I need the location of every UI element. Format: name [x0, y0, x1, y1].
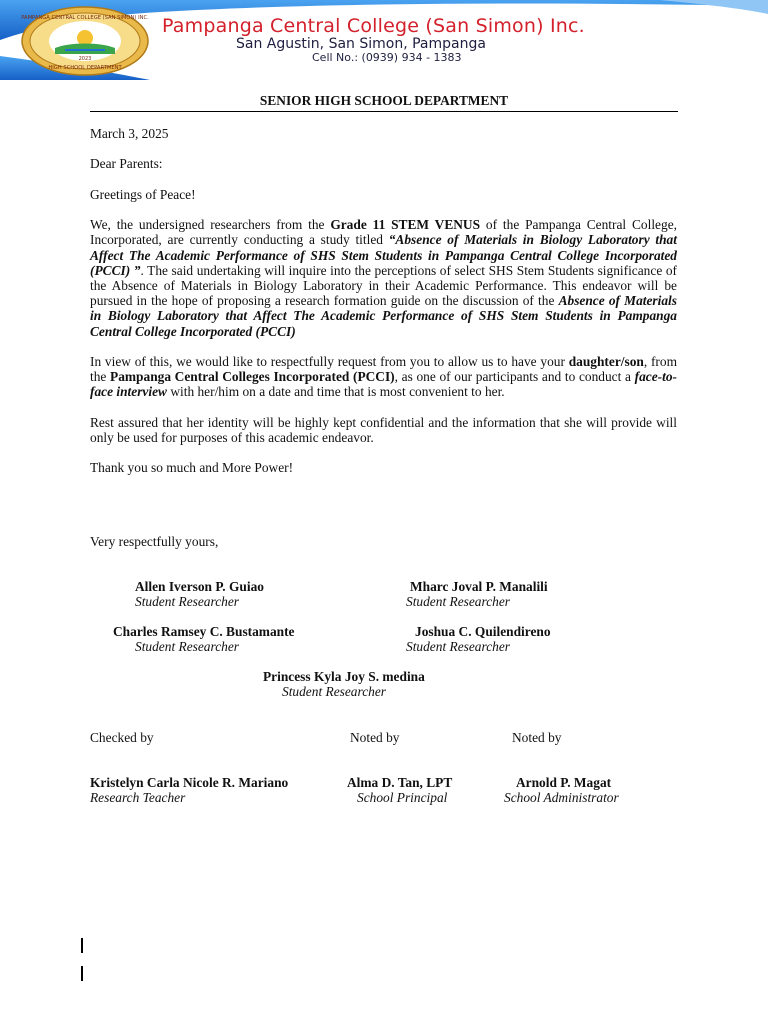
approver-role: School Administrator [504, 790, 619, 805]
paragraph-intro [90, 217, 677, 339]
paragraph-request [90, 354, 677, 400]
letter-thanks: Thank you so much and More Power! [90, 460, 294, 476]
letter-salutation: Dear Parents: [90, 156, 163, 172]
approver-name: Kristelyn Carla Nicole R. Mariano [90, 775, 289, 790]
text-span: , from the [90, 353, 677, 385]
school-ref: Pampanga Central Colleges Incorporated (PCCI) [110, 369, 395, 385]
school-address: San Agustin, San Simon, Pampanga [236, 36, 486, 52]
approver-name: Alma D. Tan, LPT [347, 775, 453, 790]
researcher-name: Allen Iverson P. Guiao [135, 579, 264, 594]
school-cell-number: Cell No.: (0939) 934 - 1383 [312, 51, 462, 64]
class-name: Grade 11 STEM VENUS [330, 217, 481, 233]
letter-body [90, 126, 677, 491]
study-title-repeat: Absence of Materials in Biology Laboratory that Affect The Academic Performance of SHS Stem Students in Pampanga Central College Incorporated (PCCI) [90, 293, 677, 339]
researcher-name: Joshua C. Quilendireno [415, 624, 551, 639]
researcher-role: Student Researcher [406, 594, 510, 609]
text-span: with her/him on a date and time that is most convenient to her. [166, 384, 505, 400]
text-span: In view of this, we would like to respectfully request from you to allow us to have your [90, 353, 569, 369]
approval-label: Checked by [90, 730, 154, 745]
researcher-name: Mharc Joval P. Manalili [410, 579, 548, 594]
approver-role: School Principal [357, 790, 448, 805]
researcher-role: Student Researcher [135, 639, 239, 654]
researcher-role: Student Researcher [282, 684, 386, 699]
school-name: Pampanga Central College (San Simon) Inc. [162, 15, 585, 37]
letter-date: March 3, 2025 [90, 126, 169, 141]
researcher-role: Student Researcher [406, 639, 510, 654]
daughter-son: daughter/son [568, 353, 644, 369]
seal-year: 2023 [78, 56, 92, 62]
researcher-name: Princess Kyla Joy S. medina [263, 669, 425, 684]
approval-label: Noted by [512, 730, 562, 745]
study-title: “Absence of Materials in Biology Laboratory that Affect The Academic Performance of SHS Stem Students in Pampanga Central College Incorporated (PCCI) ” [90, 232, 677, 278]
approval-label: Noted by [350, 730, 400, 745]
text-cursor-mark [81, 966, 83, 981]
letter-greeting: Greetings of Peace! [90, 186, 196, 202]
interview-mode: face-to-face interview [90, 369, 677, 400]
text-span: . The said undertaking will inquire into the perceptions of select SHS Stem Students significance of the Absence of Materials in Biology Laboratory in their Academic Performance. This endeavor will be pursued in the hope of proposing a research formation guide on the discussion of the [90, 262, 677, 309]
approver-role: Research Teacher [90, 790, 186, 805]
letterhead-banner [0, 0, 768, 80]
approver-name: Arnold P. Magat [516, 775, 612, 790]
paragraph-confidentiality: Rest assured that her identity will be highly kept confidential and the information that she will provide will only be used for purposes of this academic endeavor. [90, 414, 677, 445]
seal-top-text: PAMPANGA CENTRAL COLLEGE (SAN SIMON) INC. [21, 15, 149, 21]
text-span: of the Pampanga Central College, Incorporated, are currently conducting a study titled [90, 217, 677, 248]
school-seal-logo [20, 6, 150, 76]
text-span: We, the undersigned researchers from the [90, 217, 331, 233]
text-cursor-mark [81, 938, 83, 953]
text-span: , as one of our participants and to conduct a [394, 369, 635, 385]
letter-closing: Very respectfully yours, [90, 534, 219, 549]
department-heading: SENIOR HIGH SCHOOL DEPARTMENT [90, 93, 678, 112]
researcher-role: Student Researcher [135, 594, 239, 609]
researcher-name: Charles Ramsey C. Bustamante [113, 624, 295, 639]
seal-bottom-text: HIGH SCHOOL DEPARTMENT [48, 65, 122, 71]
